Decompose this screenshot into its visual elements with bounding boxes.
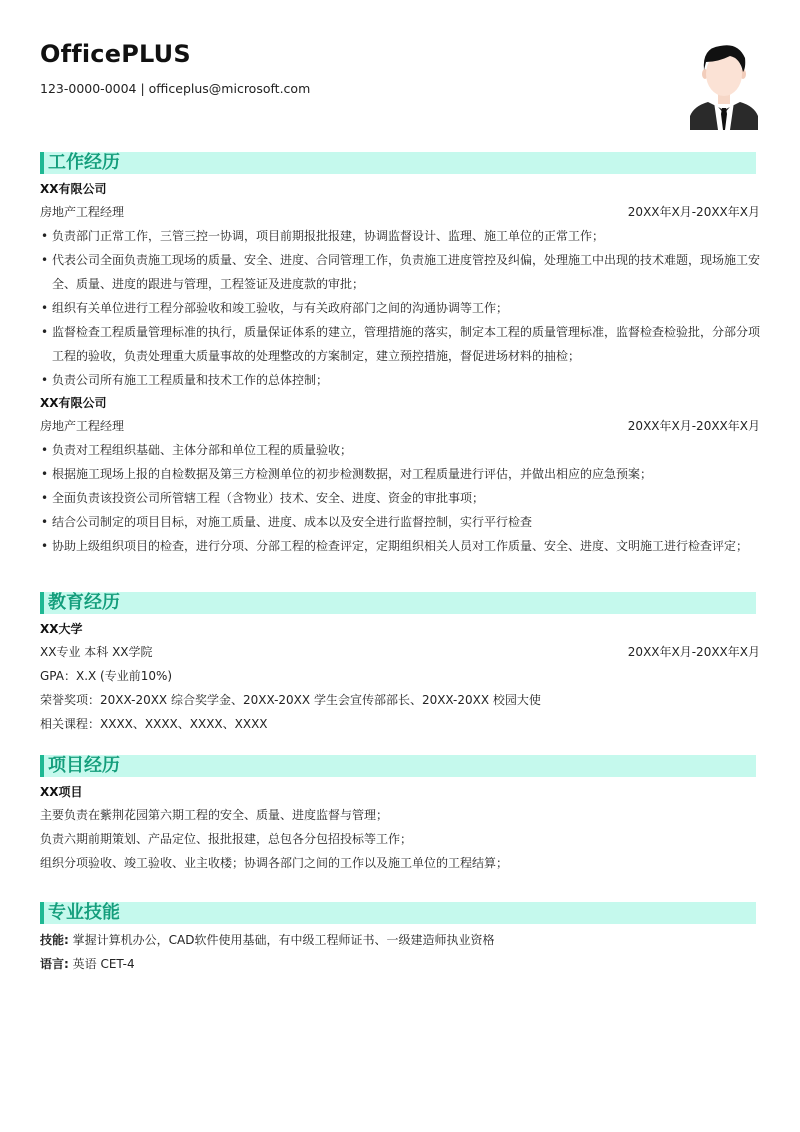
job-position: 房地产工程经理 [40,419,125,433]
language-value: 英语 CET-4 [72,957,135,971]
skills-line [40,928,760,952]
duty-item: • 负责对工程组织基础、主体分部和单位工程的质量验收； [40,438,760,462]
job-entry-2 [40,392,760,558]
company-name: XX有限公司 [40,396,107,410]
duty-item: • 负责部门正常工作，三管三控一协调，项目前期报批报建，协调监督设计、监理、施工单位的正常工作； [40,224,760,248]
section-accent [40,592,44,614]
job-meta [40,414,760,438]
project-name: XX项目 [40,785,83,799]
duty-item: • 代表公司全面负责施工现场的质量、安全、进度、合同管理工作，负责施工进度管控及纠偏，处理施工中出现的技术难题，现场施工安全、质量、进度的跟进与管理，工程签证及进度款的审批； [40,248,760,296]
job-duties [40,438,760,558]
skills-section-header [40,902,760,926]
education-period: 20XX年X月-20XX年X月 [627,645,760,659]
work-section-title: 工作经历 [48,152,120,173]
duty-item: • 根据施工现场上报的自检数据及第三方检测单位的初步检测数据，对工程质量进行评估，并做出相应的应急预案； [40,462,760,486]
project-line: 组织分项验收、竣工验收、业主收楼；协调各部门之间的工作以及施工单位的工程结算； [40,856,509,870]
education-section-header [40,592,760,616]
projects-section [40,755,760,875]
projects-section-header [40,755,760,779]
resume-header [40,38,760,138]
section-accent [40,152,44,174]
duty-item: • 协助上级组织项目的检查，进行分项、分部工程的检查评定，定期组织相关人员对工作质量、安全、进度、文明施工进行检查评定； [40,534,760,558]
candidate-name: OfficePLUS [40,40,191,68]
section-bar [40,152,756,174]
section-accent [40,755,44,777]
skills-section [40,902,760,976]
education-major: XX专业 本科 XX学院 [40,645,153,659]
work-section [40,152,760,558]
skills-section-title: 专业技能 [48,902,120,923]
job-duties [40,224,760,392]
section-bar [40,755,756,777]
job-period: 20XX年X月-20XX年X月 [627,419,760,433]
job-position: 房地产工程经理 [40,205,125,219]
education-gpa: GPA：X.X (专业前10%) [40,669,173,683]
project-line: 主要负责在紫荆花园第六期工程的安全、质量、进度监督与管理； [40,808,389,822]
contact-info: 123-0000-0004 | officeplus@microsoft.com [40,81,311,96]
education-honors: 荣誉奖项：20XX-20XX 综合奖学金、20XX-20XX 学生会宣传部部长、20XX-20XX 校园大使 [40,693,541,707]
work-section-header [40,152,760,176]
duty-item: • 结合公司制定的项目目标，对施工质量、进度、成本以及安全进行监督控制，实行平行检查 [40,510,760,534]
education-courses: 相关课程：XXXX、XXXX、XXXX、XXXX [40,717,268,731]
duty-item: • 全面负责该投资公司所管辖工程（含物业）技术、安全、进度、资金的审批事项； [40,486,760,510]
job-entry-1 [40,178,760,392]
job-period: 20XX年X月-20XX年X月 [627,205,760,219]
education-section-title: 教育经历 [48,592,120,613]
projects-section-title: 项目经历 [48,755,120,776]
school-name: XX大学 [40,622,83,636]
skills-value: 掌握计算机办公，CAD软件使用基础，有中级工程师证书、一级建造师执业资格 [72,933,495,947]
skills-label: 技能: [40,933,69,947]
duty-item: • 监督检查工程质量管理标准的执行，质量保证体系的建立，管理措施的落实，制定本工程的质量管理标准，监督检查检验批，分部分项工程的验收，负责处理重大质量事故的处理整改的方案制定，建立预控措施，督促进场材料的抽检； [40,320,760,368]
section-bar [40,902,756,924]
job-meta [40,200,760,224]
section-bar [40,592,756,614]
language-label: 语言: [40,957,69,971]
company-name: XX有限公司 [40,182,107,196]
duty-item: • 负责公司所有施工工程质量和技术工作的总体控制； [40,368,760,392]
section-accent [40,902,44,924]
education-section [40,592,760,736]
project-line: 负责六期前期策划、产品定位、报批报建，总包各分包招投标等工作； [40,832,413,846]
language-line [40,952,760,976]
education-meta [40,640,760,664]
avatar [690,40,758,130]
duty-item: • 组织有关单位进行工程分部验收和竣工验收，与有关政府部门之间的沟通协调等工作； [40,296,760,320]
